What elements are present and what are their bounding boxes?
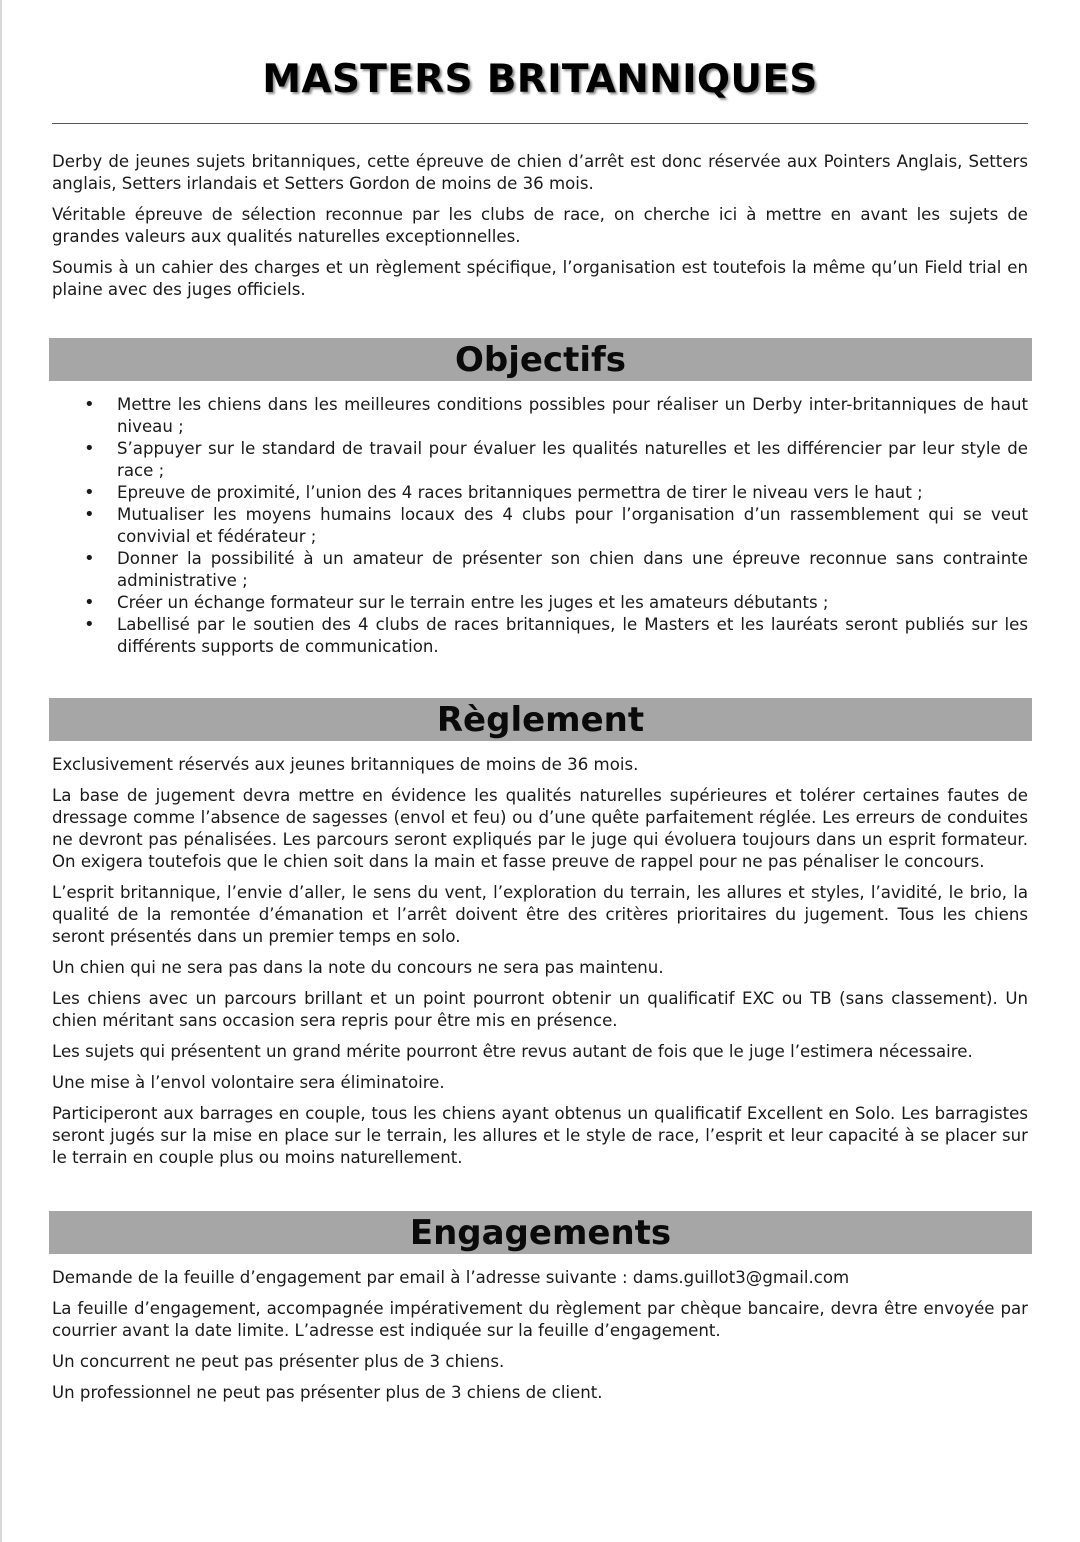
list-item — [52, 438, 1028, 482]
engagements-paragraph: La feuille d’engagement, accompagnée impérativement du règlement par chèque bancaire, devra être envoyée par courrier avant la date limite. L’adresse est indiquée sur la feuille d’engagement. — [52, 1299, 1028, 1340]
reglement-paragraph: Exclusivement réservés aux jeunes britanniques de moins de 36 mois. — [52, 755, 639, 774]
bullet-icon: • — [84, 548, 95, 569]
reglement-paragraph: Les chiens avec un parcours brillant et un point pourront obtenir un qualificatif EXC ou TB (sans classement). Un chien méritant sans occasion sera repris pour être mis en présence. — [52, 989, 1028, 1030]
engagements-paragraph: Demande de la feuille d’engagement par email à l’adresse suivante : dams.guillot3@gmail.com — [52, 1268, 850, 1287]
reglement-paragraph: La base de jugement devra mettre en évidence les qualités naturelles supérieures et tolérer certaines fautes de dressage comme l’absence de sagesses (envol et feu) ou d’une quête parfaitement réglée. Les erreurs de conduites ne devront pas pénalisées. Les parcours seront expliqués par le juge qui évoluera toujours dans un esprit formateur. On exigera toutefois que le chien soit dans la main et fasse preuve de rappel pour ne pas pénaliser le concours. — [52, 786, 1028, 871]
list-item — [52, 482, 1028, 504]
list-item-text: Labellisé par le soutien des 4 clubs de races britanniques, le Masters et les lauréats seront publiés sur les différents supports de communication. — [117, 615, 1028, 656]
list-item-text: Donner la possibilité à un amateur de présenter son chien dans une épreuve reconnue sans contrainte administrative ; — [117, 549, 1028, 590]
reglement-paragraph: Une mise à l’envol volontaire sera éliminatoire. — [52, 1073, 445, 1092]
page-title: MASTERS BRITANNIQUES — [262, 57, 818, 102]
bullet-icon: • — [84, 614, 95, 635]
reglement-paragraph: Les sujets qui présentent un grand mérite pourront être revus autant de fois que le juge l’estimera nécessaire. — [52, 1042, 973, 1061]
engagements-paragraph: Un concurrent ne peut pas présenter plus de 3 chiens. — [52, 1352, 505, 1371]
reglement-paragraph: Participeront aux barrages en couple, tous les chiens ayant obtenus un qualificatif Excellent en Solo. Les barragistes seront jugés sur la mise en place sur le terrain, les allures et le style de race, l’esprit et leur capacité à se placer sur le terrain en couple plus ou moins naturellement. — [52, 1104, 1028, 1167]
bullet-icon: • — [84, 394, 95, 415]
reglement-heading: Règlement — [49, 698, 1032, 741]
engagements-section — [52, 1267, 1028, 1404]
intro-paragraph: Soumis à un cahier des charges et un règlement spécifique, l’organisation est toutefois la même qu’un Field trial en plaine avec des juges officiels. — [52, 258, 1028, 299]
bullet-icon: • — [84, 504, 95, 525]
objectifs-heading: Objectifs — [49, 338, 1032, 381]
list-item — [52, 394, 1028, 438]
engagements-heading: Engagements — [49, 1211, 1032, 1254]
list-item-text: Créer un échange formateur sur le terrain entre les juges et les amateurs débutants ; — [117, 593, 829, 612]
bullet-icon: • — [84, 482, 95, 503]
intro-paragraph: Véritable épreuve de sélection reconnue par les clubs de race, on cherche ici à mettre en avant les sujets de grandes valeurs aux qualités naturelles exceptionnelles. — [52, 205, 1028, 246]
list-item — [52, 614, 1028, 658]
objectifs-list — [52, 394, 1028, 658]
list-item-text: Mettre les chiens dans les meilleures conditions possibles pour réaliser un Derby inter-britanniques de haut niveau ; — [117, 395, 1028, 436]
bullet-icon: • — [84, 592, 95, 613]
list-item — [52, 592, 1028, 614]
engagements-paragraph: Un professionnel ne peut pas présenter plus de 3 chiens de client. — [52, 1383, 603, 1402]
list-item — [52, 504, 1028, 548]
intro-paragraph: Derby de jeunes sujets britanniques, cette épreuve de chien d’arrêt est donc réservée aux Pointers Anglais, Setters anglais, Setters irlandais et Setters Gordon de moins de 36 mois. — [52, 152, 1028, 193]
intro-section — [52, 151, 1028, 301]
title-divider — [52, 123, 1028, 124]
reglement-paragraph: L’esprit britannique, l’envie d’aller, le sens du vent, l’exploration du terrain, les allures et styles, l’avidité, le brio, la qualité de la remontée d’émanation et l’arrêt doivent être des critères prioritaires du jugement. Tous les chiens seront présentés dans un premier temps en solo. — [52, 883, 1028, 946]
list-item — [52, 548, 1028, 592]
list-item-text: Mutualiser les moyens humains locaux des 4 clubs pour l’organisation d’un rassemblement qui se veut convivial et fédérateur ; — [117, 505, 1028, 546]
list-item-text: S’appuyer sur le standard de travail pour évaluer les qualités naturelles et les différencier par leur style de race ; — [117, 439, 1028, 480]
bullet-icon: • — [84, 438, 95, 459]
page-edge — [0, 0, 2, 1542]
reglement-paragraph: Un chien qui ne sera pas dans la note du concours ne sera pas maintenu. — [52, 958, 664, 977]
list-item-text: Epreuve de proximité, l’union des 4 races britanniques permettra de tirer le niveau vers le haut ; — [117, 483, 923, 502]
reglement-section — [52, 754, 1028, 1169]
document-page — [52, 0, 1028, 1413]
